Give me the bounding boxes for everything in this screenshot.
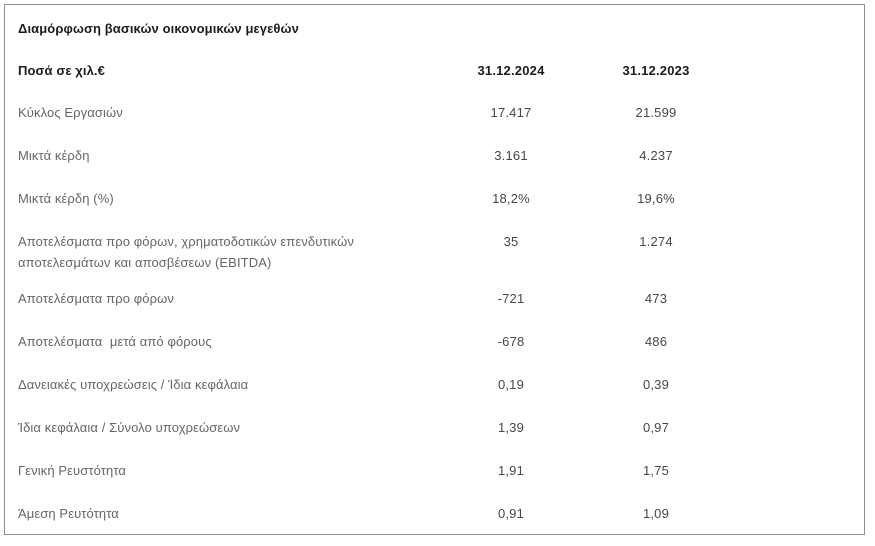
- value-2023: 486: [644, 334, 668, 349]
- table-row: [18, 417, 864, 460]
- table-header-row: [18, 60, 864, 102]
- unit-label: Ποσά σε χιλ.€: [18, 63, 105, 78]
- row-label: Αποτελέσματα προ φόρων, χρηματοδοτικών επενδυτικών αποτελεσμάτων και αποσβέσεων (EBITDA): [18, 234, 358, 270]
- table-row: [18, 102, 864, 145]
- table-row: [18, 460, 864, 503]
- row-label: Μικτά κέρδη: [18, 148, 90, 163]
- financial-summary-panel: [4, 4, 865, 535]
- row-label: Δανειακές υποχρεώσεις / Ίδια κεφάλαια: [18, 377, 249, 392]
- value-2024: 1,39: [497, 420, 525, 435]
- table-row: [18, 145, 864, 188]
- column-header-2024: 31.12.2024: [477, 63, 545, 78]
- table-row: [18, 374, 864, 417]
- row-label: Κύκλος Εργασιών: [18, 105, 123, 120]
- row-label: Γενική Ρευστότητα: [18, 463, 126, 478]
- value-2024: 3.161: [494, 148, 528, 163]
- value-2023: 473: [644, 291, 668, 306]
- value-2024: 1,91: [497, 463, 525, 478]
- row-label: Αποτελέσματα προ φόρων: [18, 291, 174, 306]
- table-title: Διαμόρφωση βασικών οικονομικών μεγεθών: [18, 21, 299, 36]
- column-header-2023: 31.12.2023: [622, 63, 690, 78]
- value-2023: 19,6%: [637, 191, 675, 206]
- value-2023: 0,97: [642, 420, 670, 435]
- value-2023: 1.274: [639, 234, 673, 249]
- value-2024: -721: [497, 291, 525, 306]
- value-2023: 0,39: [642, 377, 670, 392]
- value-2024: 35: [503, 234, 519, 249]
- row-label: Αποτελέσματα μετά από φόρους: [18, 334, 212, 349]
- value-2024: 17.417: [490, 105, 532, 120]
- table-row: [18, 231, 864, 288]
- table-row: [18, 188, 864, 231]
- value-2023: 21.599: [635, 105, 677, 120]
- table-row: [18, 331, 864, 374]
- value-2024: 18,2%: [492, 191, 530, 206]
- value-2023: 4.237: [639, 148, 673, 163]
- value-2024: 0,19: [497, 377, 525, 392]
- value-2024: -678: [497, 334, 525, 349]
- row-label: Μικτά κέρδη (%): [18, 191, 114, 206]
- row-label: Άμεση Ρευτότητα: [18, 506, 119, 521]
- table-row: [18, 288, 864, 331]
- row-label: Ίδια κεφάλαια / Σύνολο υποχρεώσεων: [18, 420, 241, 435]
- value-2023: 1,75: [642, 463, 670, 478]
- value-2024: 0,91: [497, 506, 525, 521]
- table-row: [18, 503, 864, 546]
- value-2023: 1,09: [642, 506, 670, 521]
